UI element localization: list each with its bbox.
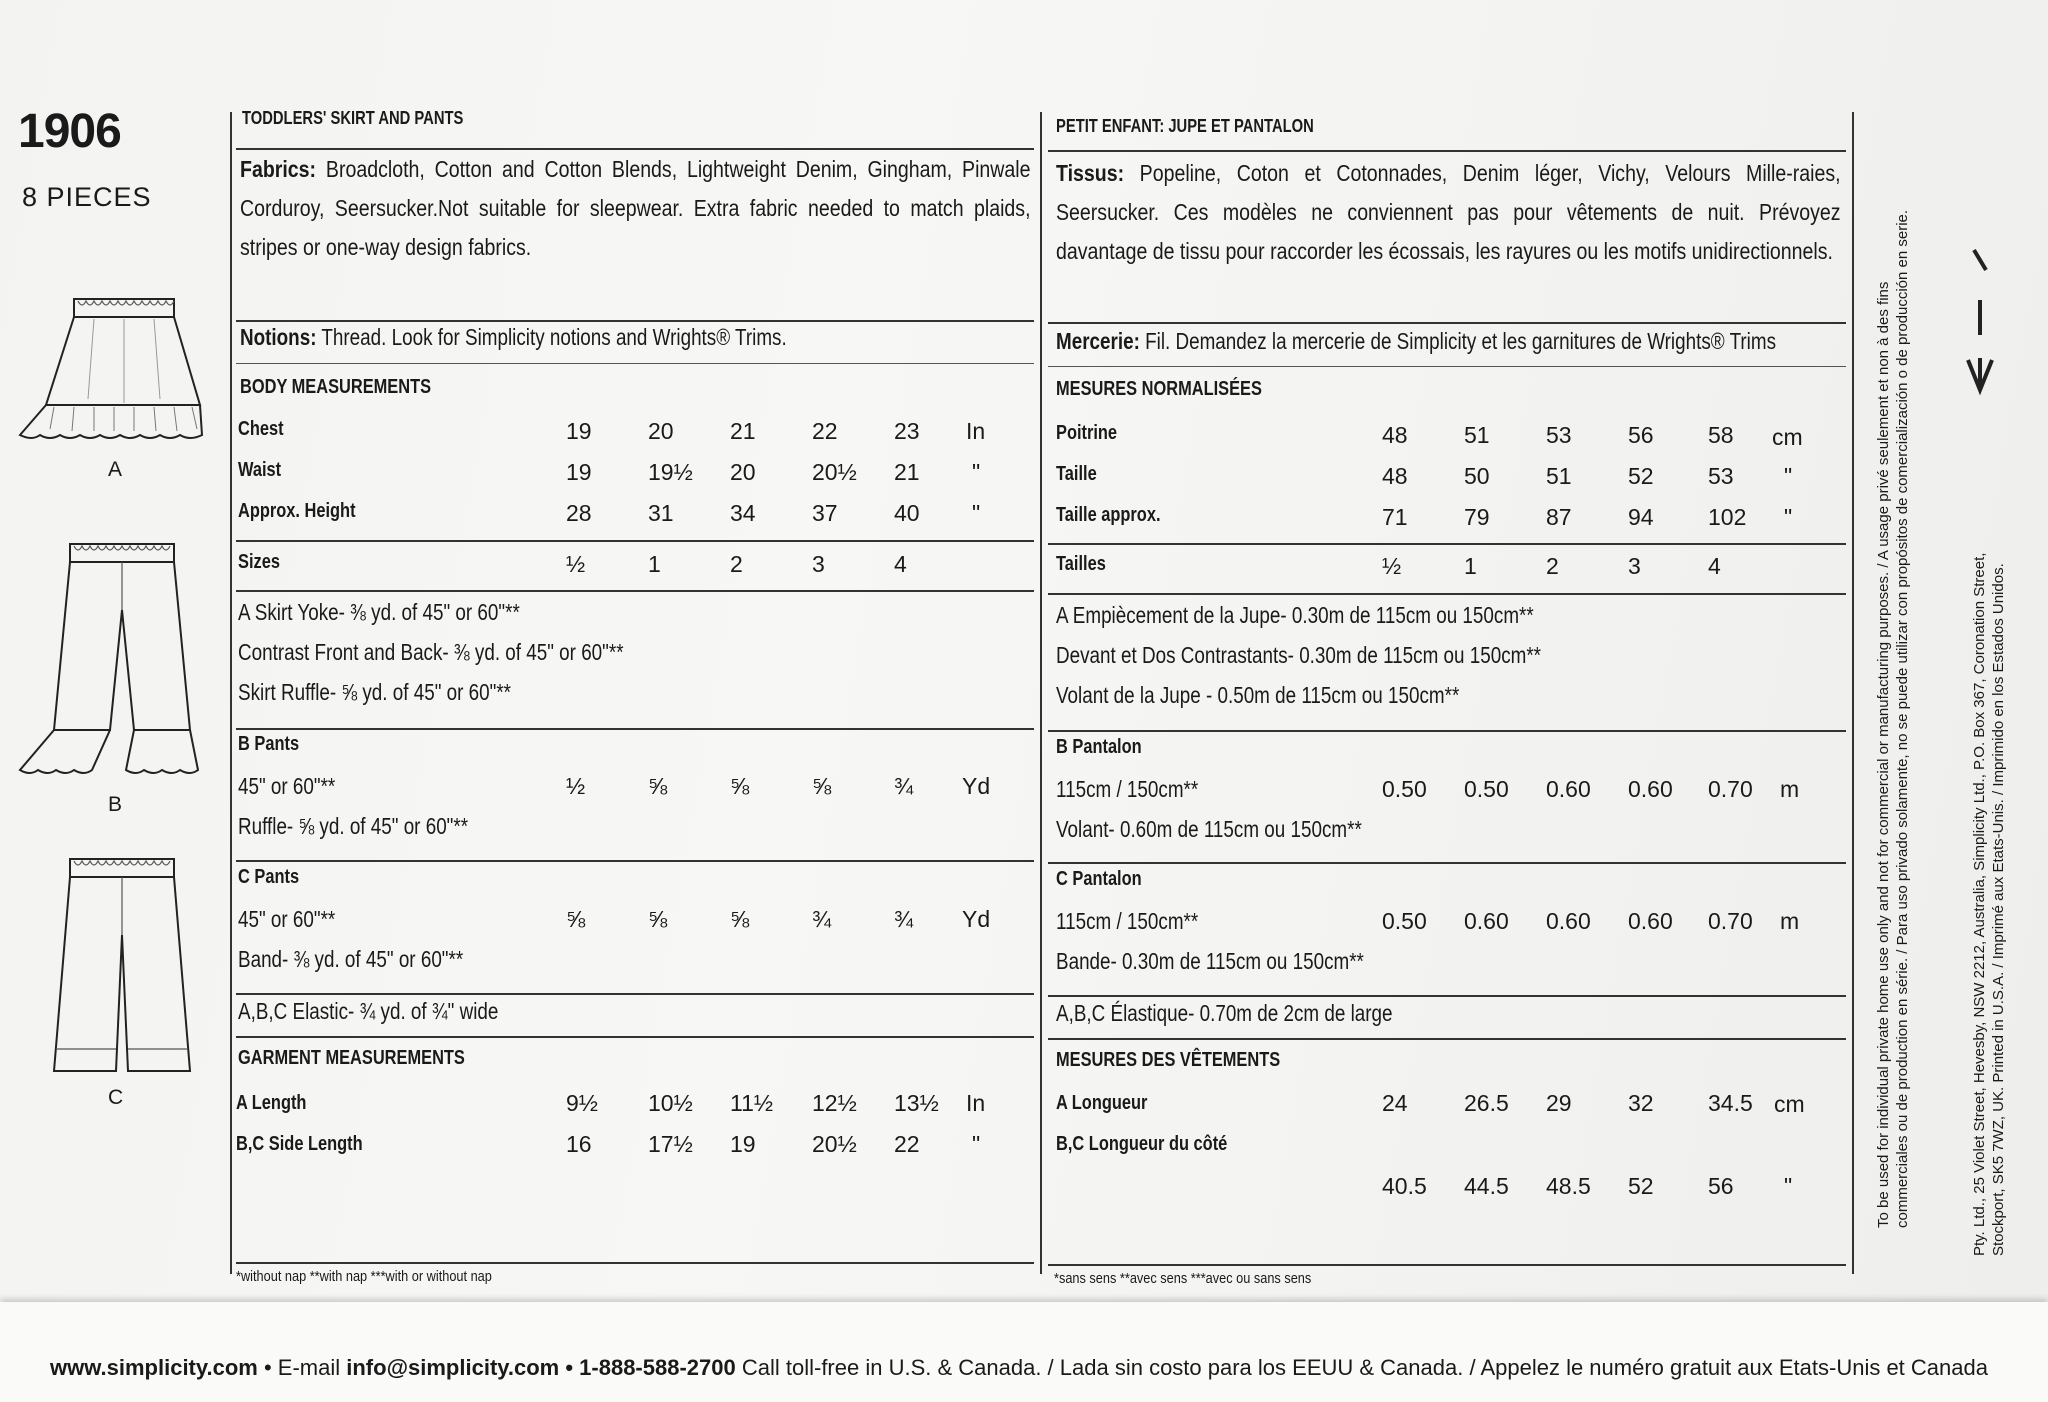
- fr-b-unit: m: [1780, 776, 1800, 802]
- fr-chest-value: 51: [1464, 422, 1490, 448]
- en-a-length: 10½: [648, 1090, 693, 1116]
- en-c-pants: C Pants: [238, 866, 300, 888]
- fr-rule-9: [1048, 1038, 1846, 1040]
- fr-chest-label: Poitrine: [1056, 422, 1118, 444]
- en-bc-side: 19: [730, 1131, 756, 1157]
- fr-b-meterage: 0.50: [1464, 776, 1509, 802]
- en-waist-value: 20½: [812, 459, 857, 485]
- fr-height-value: 71: [1382, 504, 1408, 530]
- fr-rule-6: [1048, 730, 1846, 732]
- fr-size: 2: [1546, 553, 1559, 579]
- en-size: 4: [894, 551, 907, 577]
- fr-a-length: 29: [1546, 1090, 1572, 1116]
- fr-size: 3: [1628, 553, 1641, 579]
- en-size: 1: [648, 551, 661, 577]
- en-waist-unit: ": [972, 459, 981, 485]
- fr-a-length-unit: cm: [1774, 1091, 1805, 1117]
- en-a-length-unit: In: [966, 1090, 986, 1116]
- en-b-unit: Yd: [962, 773, 991, 799]
- fr-c-band: Bande- 0.30m de 115cm ou 150cm**: [1056, 948, 1364, 974]
- fr-footnote: *sans sens **avec sens ***avec ou sans sens: [1054, 1270, 1312, 1287]
- en-b-yardage: ½: [566, 773, 586, 799]
- en-bc-side: 16: [566, 1131, 592, 1157]
- en-c-unit: Yd: [962, 906, 991, 932]
- en-title: TODDLERS' SKIRT AND PANTS: [242, 108, 464, 128]
- toll-free-note: Call toll-free in U.S. & Canada. / Lada sin costo para los EEUU & Canada. / Appelez le numéro gratuit aux Etats-Unis et Canada: [741, 1355, 1988, 1380]
- envelope-flap: [0, 1302, 2048, 1402]
- en-rule-8: [236, 993, 1034, 995]
- en-bc-side: 17½: [648, 1131, 693, 1157]
- column-divider: [1040, 112, 1042, 1274]
- fr-body-measurements: MESURES NORMALISÉES: [1056, 378, 1262, 400]
- en-c-yardage: ¾: [812, 906, 832, 932]
- fr-c-meterage: 0.60: [1628, 908, 1673, 934]
- fr-rule-8: [1048, 995, 1846, 997]
- fr-chest-value: 56: [1628, 422, 1654, 448]
- fr-skirt-yoke: A Empiècement de la Jupe- 0.30m de 115cm ou 150cm**: [1056, 602, 1534, 628]
- en-b-yardage: ¾: [894, 773, 914, 799]
- en-rule-3: [236, 363, 1034, 364]
- en-height-label: Approx. Height: [238, 500, 356, 522]
- en-rule-6: [236, 728, 1034, 730]
- fr-bc-side: 44.5: [1464, 1173, 1509, 1199]
- corner-mark-icon: [1960, 240, 2000, 400]
- fr-rule-10: [1048, 1264, 1846, 1266]
- pieces-count: 8 PIECES: [22, 182, 152, 212]
- fr-bc-side: 48.5: [1546, 1173, 1591, 1199]
- en-rule-2: [236, 320, 1034, 322]
- en-b-yardage: ⅝: [730, 773, 750, 799]
- fr-a-length: 24: [1382, 1090, 1408, 1116]
- fr-b-meterage: 0.60: [1628, 776, 1673, 802]
- en-b-fabric-label: 45" or 60"**: [238, 773, 336, 799]
- en-chest-unit: In: [966, 418, 986, 444]
- fr-contrast: Devant et Dos Contrastants- 0.30m de 115cm ou 150cm**: [1056, 642, 1542, 668]
- en-c-yardage: ¾: [894, 906, 914, 932]
- fr-c-meterage: 0.70: [1708, 908, 1753, 934]
- en-sizes-label: Sizes: [238, 551, 280, 573]
- fr-chest-value: 58: [1708, 422, 1734, 448]
- footer-contact: [50, 1355, 1988, 1381]
- en-bc-side-label: B,C Side Length: [236, 1133, 363, 1155]
- fr-waist-value: 51: [1546, 463, 1572, 489]
- fr-title: PETIT ENFANT: JUPE ET PANTALON: [1056, 116, 1314, 136]
- right-border: [1852, 112, 1854, 1274]
- en-garment-measurements: GARMENT MEASUREMENTS: [238, 1047, 465, 1069]
- en-a-length: 11½: [730, 1090, 774, 1116]
- en-bc-side: 22: [894, 1131, 920, 1157]
- en-size: ½: [566, 551, 586, 577]
- fr-rule-4: [1048, 543, 1846, 545]
- email-label: • E-mail: [263, 1355, 341, 1380]
- fr-garment-measurements: MESURES DES VÊTEMENTS: [1056, 1049, 1281, 1071]
- fr-chest-unit: cm: [1772, 424, 1803, 450]
- en-chest-value: 20: [648, 418, 674, 444]
- en-a-length: 9½: [566, 1090, 598, 1116]
- fr-a-length: 26.5: [1464, 1090, 1509, 1116]
- fr-b-meterage: 0.70: [1708, 776, 1753, 802]
- en-chest-label: Chest: [238, 418, 284, 440]
- fr-size: ½: [1382, 553, 1402, 579]
- en-chest-value: 22: [812, 418, 838, 444]
- fr-c-pants: C Pantalon: [1056, 868, 1142, 890]
- en-chest-value: 23: [894, 418, 920, 444]
- en-height-value: 34: [730, 500, 756, 526]
- en-a-length-label: A Length: [236, 1092, 307, 1114]
- en-height-value: 40: [894, 500, 920, 526]
- en-c-fabric-label: 45" or 60"**: [238, 906, 336, 932]
- fr-chest-value: 53: [1546, 422, 1572, 448]
- fr-b-pants: B Pantalon: [1056, 736, 1142, 758]
- fr-height-value: 102: [1708, 504, 1747, 530]
- fr-c-unit: m: [1780, 908, 1800, 934]
- fr-bc-side: 56: [1708, 1173, 1734, 1199]
- fr-skirt-ruffle: Volant de la Jupe - 0.50m de 115cm ou 150cm**: [1056, 682, 1460, 708]
- address-line-1: Pty. Ltd., 25 Violet Street, Hevesby, NSW 2212, Australia, Simplicity Ltd., P.O. Box 367, Coronation Street,: [1971, 552, 1988, 1256]
- fr-waist-value: 48: [1382, 463, 1408, 489]
- fr-height-value: 87: [1546, 504, 1572, 530]
- fr-notions: Mercerie: Fil. Demandez la mercerie de Simplicity et les garnitures de Wrights® Trims: [1056, 328, 1777, 354]
- en-waist-label: Waist: [238, 459, 282, 481]
- fr-rule-5: [1048, 593, 1846, 595]
- en-b-pants: B Pants: [238, 733, 300, 755]
- en-b-yardage: ⅝: [812, 773, 832, 799]
- en-height-unit: ": [972, 500, 981, 526]
- en-skirt-yoke: A Skirt Yoke- ⅜ yd. of 45" or 60"**: [238, 599, 520, 625]
- en-chest-value: 21: [730, 418, 756, 444]
- fr-waist-value: 50: [1464, 463, 1490, 489]
- en-waist-value: 21: [894, 459, 920, 485]
- fr-c-meterage: 0.60: [1546, 908, 1591, 934]
- en-fabrics: Fabrics: Broadcloth, Cotton and Cotton Blends, Lightweight Denim, Gingham, Pinwale Corduroy, Seersucker.Not suitable for sleepwear. Extra fabric needed to match plaids, stripes or one-way design fabrics.: [240, 156, 1031, 260]
- fr-c-meterage: 0.50: [1382, 908, 1427, 934]
- fr-bc-side-unit: ": [1784, 1173, 1793, 1199]
- en-rule-4: [236, 540, 1034, 542]
- fr-a-length: 32: [1628, 1090, 1654, 1116]
- en-notions: Notions: Thread. Look for Simplicity notions and Wrights® Trims.: [240, 324, 787, 350]
- en-contrast: Contrast Front and Back- ⅜ yd. of 45" or 60"**: [238, 639, 624, 665]
- en-b-yardage: ⅝: [648, 773, 668, 799]
- en-size: 3: [812, 551, 825, 577]
- en-c-yardage: ⅝: [648, 906, 668, 932]
- en-chest-value: 19: [566, 418, 592, 444]
- fr-waist-unit: ": [1784, 463, 1793, 489]
- fr-a-length: 34.5: [1708, 1090, 1753, 1116]
- fr-c-meterage: 0.60: [1464, 908, 1509, 934]
- fr-height-value: 79: [1464, 504, 1490, 530]
- pants-b-sketch-icon: [14, 540, 224, 790]
- en-c-yardage: ⅝: [566, 906, 586, 932]
- fr-a-length-label: A Longueur: [1056, 1092, 1148, 1114]
- en-rule-10: [236, 1262, 1034, 1264]
- en-rule-9: [236, 1036, 1034, 1038]
- fr-bc-side: 40.5: [1382, 1173, 1427, 1199]
- en-c-yardage: ⅝: [730, 906, 750, 932]
- fr-b-ruffle: Volant- 0.60m de 115cm ou 150cm**: [1056, 816, 1362, 842]
- en-rule-5: [236, 590, 1034, 592]
- en-c-band: Band- ⅜ yd. of 45" or 60"**: [238, 946, 464, 972]
- left-border: [230, 112, 232, 1274]
- pattern-number: 1906: [18, 105, 121, 158]
- fr-height-unit: ": [1784, 504, 1793, 530]
- fr-rule-2: [1048, 322, 1846, 324]
- email-link[interactable]: info@simplicity.com: [346, 1355, 560, 1380]
- fr-b-meterage: 0.60: [1546, 776, 1591, 802]
- fr-waist-value: 53: [1708, 463, 1734, 489]
- en-b-ruffle: Ruffle- ⅝ yd. of 45" or 60"**: [238, 813, 469, 839]
- fr-height-label: Taille approx.: [1056, 504, 1161, 526]
- fr-bc-side: 52: [1628, 1173, 1654, 1199]
- en-size: 2: [730, 551, 743, 577]
- fr-elastic: A,B,C Élastique- 0.70m de 2cm de large: [1056, 1000, 1393, 1026]
- en-waist-value: 19: [566, 459, 592, 485]
- legal-line-1: To be used for individual private home use only and not for commercial or manufacturing purposes. / A usage privé seulement et non à des fins: [1875, 281, 1892, 1228]
- company-address: [1970, 476, 2008, 1256]
- legal-line-2: commerciales ou de production en série. / Para uso privado solamente, no se puede utilizar con propósitos de comercialización o de producción en serie.: [1894, 209, 1911, 1228]
- skirt-sketch-icon: [14, 295, 224, 455]
- en-bc-side-unit: ": [972, 1131, 981, 1157]
- fr-height-value: 94: [1628, 504, 1654, 530]
- en-a-length: 12½: [812, 1090, 857, 1116]
- en-skirt-ruffle: Skirt Ruffle- ⅝ yd. of 45" or 60"**: [238, 679, 512, 705]
- en-footnote: *without nap **with nap ***with or without nap: [236, 1268, 492, 1285]
- legal-notice: [1874, 128, 1912, 1228]
- en-bc-side: 20½: [812, 1131, 857, 1157]
- fr-rule-1: [1048, 150, 1846, 152]
- pants-c-sketch-icon: [40, 855, 210, 1080]
- en-waist-value: 19½: [648, 459, 693, 485]
- en-height-value: 28: [566, 500, 592, 526]
- view-b-label: B: [108, 793, 123, 816]
- fr-size: 1: [1464, 553, 1477, 579]
- view-c-label: C: [108, 1086, 124, 1109]
- fr-c-fabric-label: 115cm / 150cm**: [1056, 908, 1199, 934]
- fr-b-meterage: 0.50: [1382, 776, 1427, 802]
- fr-sizes-label: Tailles: [1056, 553, 1106, 575]
- fr-waist-value: 52: [1628, 463, 1654, 489]
- en-a-length: 13½: [894, 1090, 939, 1116]
- en-rule-7: [236, 860, 1034, 862]
- en-height-value: 31: [648, 500, 674, 526]
- fr-chest-value: 48: [1382, 422, 1408, 448]
- en-elastic: A,B,C Elastic- ¾ yd. of ¾" wide: [238, 998, 499, 1024]
- address-line-2: Stockport, SK5 7WZ, UK. Printed in U.S.A. / Imprimé aux Etats-Unis. / Imprimido en los Estados Unidos.: [1990, 563, 2007, 1256]
- fr-waist-label: Taille: [1056, 463, 1097, 485]
- fr-fabrics: Tissus: Popeline, Coton et Cotonnades, Denim léger, Vichy, Velours Mille-raies, Seersucker. Ces modèles ne conviennent pas pour vêtements de nuit. Prévoyez davantage de tissu pour raccorder les écossais, les rayures ou les motifs unidirectionnels.: [1056, 160, 1841, 264]
- view-a-label: A: [108, 458, 123, 481]
- fr-rule-7: [1048, 862, 1846, 864]
- fr-bc-side-label: B,C Longueur du côté: [1056, 1133, 1228, 1155]
- phone-number: • 1-888-588-2700: [565, 1355, 736, 1380]
- en-height-value: 37: [812, 500, 838, 526]
- fr-b-fabric-label: 115cm / 150cm**: [1056, 776, 1199, 802]
- fr-rule-3: [1048, 366, 1846, 367]
- website-link[interactable]: www.simplicity.com: [50, 1355, 258, 1380]
- en-waist-value: 20: [730, 459, 756, 485]
- en-body-measurements: BODY MEASUREMENTS: [240, 376, 432, 398]
- fr-size: 4: [1708, 553, 1721, 579]
